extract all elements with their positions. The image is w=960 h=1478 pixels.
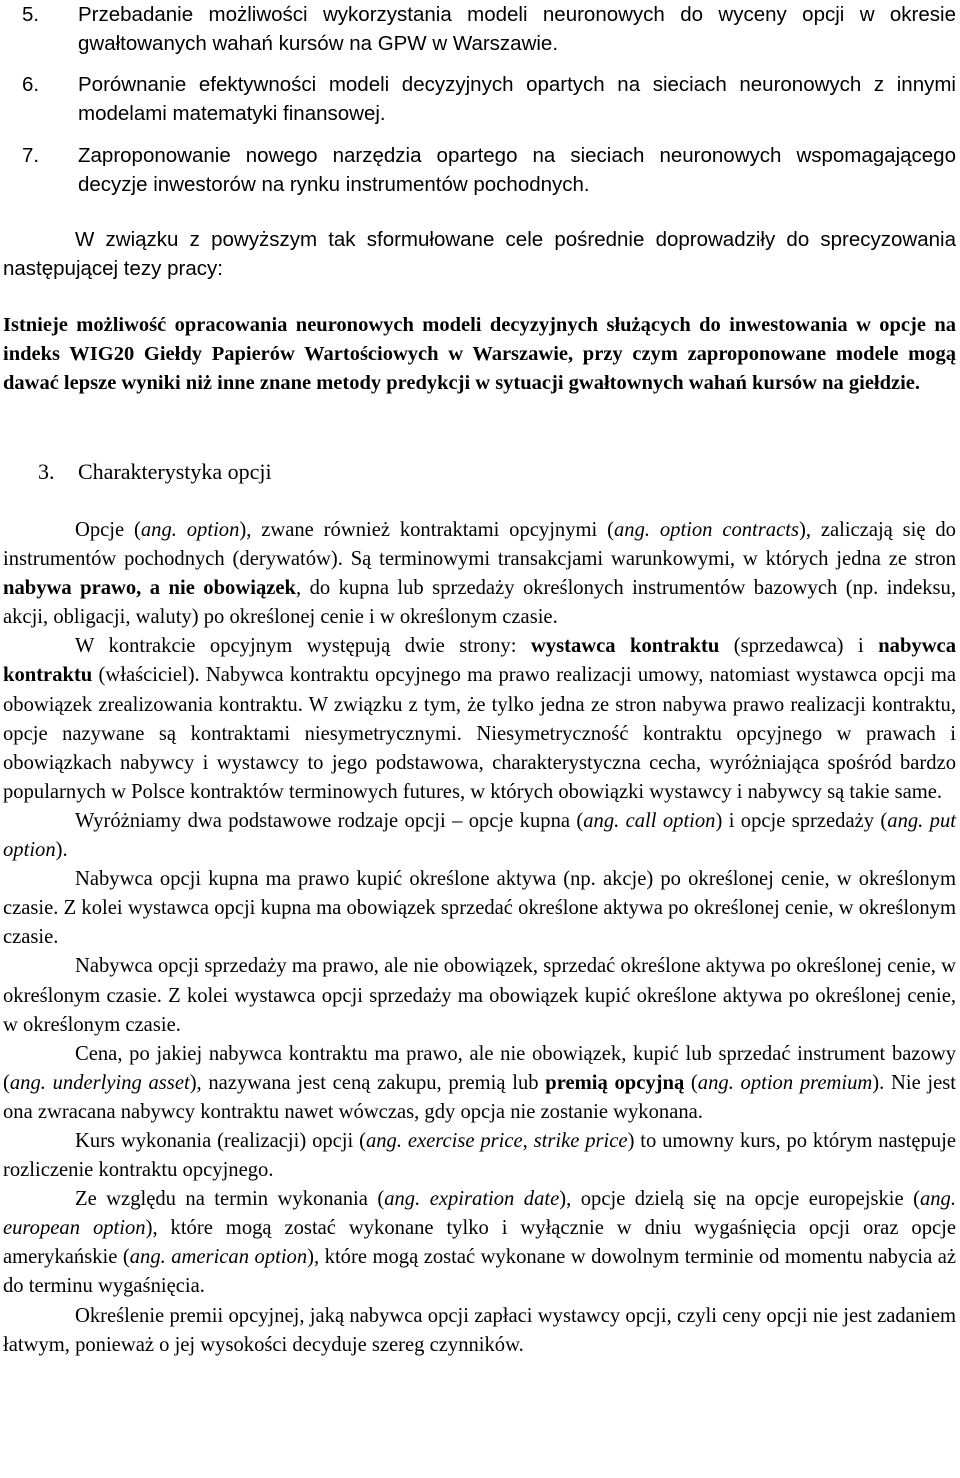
thesis-statement: Istnieje możliwość opracowania neuronowych modeli decyzyjnych służących do inwestowania w opcje na indeks WIG20 Giełdy Papierów Wartościowych w Warszawie, przy czym zaproponowane modele mogą dawać lepsze wyniki niż inne znane metody predykcji w sytuacji gwałtownych wahań kursów na giełdzie. — [3, 314, 956, 394]
italic-term: ang. call option — [583, 809, 716, 832]
italic-term: ang. option premium — [697, 1071, 873, 1094]
text-run: Kurs wykonania (realizacji) opcji ( — [75, 1129, 366, 1152]
text-run: Opcje ( — [75, 519, 141, 541]
body-paragraph — [3, 865, 956, 952]
text-run: W kontrakcie opcyjnym występują dwie strony: — [75, 635, 531, 658]
intro-paragraph: W związku z powyższym tak sformułowane cele pośrednie doprowadziły do sprecyzowania następującej tezy pracy: — [3, 228, 956, 280]
text-run: Nabywca opcji sprzedaży ma prawo, ale nie obowiązek, sprzedać określone aktywa po określonej cenie, w określonym czasie. Z kolei wystawca opcji sprzedaży ma obowiązek kupić określone aktywa po określonej cenie, w określonym czasie. — [3, 955, 956, 1036]
bold-term: nabywa prawo, a nie obowiązek — [3, 577, 296, 600]
body-paragraph — [3, 1127, 956, 1185]
italic-term: ang. option contracts — [613, 519, 799, 541]
section-number: 3. — [38, 459, 55, 484]
list-text: Porównanie efektywności modeli decyzyjnych opartych na sieciach neuronowych z innymi modelami matematyki finansowej. — [78, 73, 956, 125]
text-run: Nabywca opcji kupna ma prawo kupić określone aktywa (np. akcje) po określonej cenie, w określonym czasie. Z kolei wystawca opcji kupna ma obowiązek sprzedać określone aktywa po określonej cenie, w określonym czasie. — [3, 868, 956, 949]
text-run: ) i opcje sprzedaży ( — [715, 809, 888, 832]
section-title: Charakterystyka opcji — [78, 459, 272, 484]
italic-term: ang. put option — [3, 809, 956, 862]
italic-term: ang. underlying asset — [9, 1071, 190, 1094]
list-text: Zaproponowanie nowego narzędzia opartego na sieciach neuronowych wspomagającego decyzje inwestorów na rynku instrumentów pochodnych. — [78, 144, 956, 196]
body-paragraph — [3, 516, 956, 632]
bold-term: wystawca kontraktu — [530, 635, 720, 658]
list-number: 6. — [22, 73, 40, 96]
text-run: ) to umowny kurs, po którym następuje rozliczenie kontraktu opcyjnego. — [3, 1129, 956, 1182]
text-run: ), nazywana jest ceną zakupu, premią lub — [189, 1071, 546, 1094]
text-run: ), opcje dzielą się na opcje europejskie ( — [559, 1188, 920, 1211]
text-run: , do kupna lub sprzedaży określonych instrumentów bazowych (np. indeksu, akcji, obligacji, waluty) po określonej cenie i w określonym czasie. — [3, 577, 956, 629]
body-paragraph — [3, 807, 956, 865]
body-text — [3, 516, 956, 1360]
text-run: ). — [55, 839, 68, 862]
italic-term: ang. american option — [129, 1246, 308, 1269]
body-paragraph — [3, 952, 956, 1039]
text-run: (właściciel). Nabywca kontraktu opcyjnego ma prawo realizacji umowy, natomiast wystawca opcji ma obowiązek zrealizowania kontraktu. W związku z tym, że tylko jedna ze stron nabywa prawo realizacji kontraktu, opcje nazywane są kontraktami niesymetrycznymi. Niesymetryczność kontraktu opcyjnego w prawach i obowiązkach nabywcy i wystawcy to jego podstawowa, charakterystyczna cecha, wyróżniająca spośród bardzo popularnych w Polsce kontraktów terminowych futures, w których obowiązki wystawcy i nabywcy są takie same. — [3, 664, 956, 803]
body-paragraph — [3, 1185, 956, 1301]
text-run: ), które mogą zostać wykonane w dowolnym terminie od momentu nabycia aż do terminu wygaśnięcia. — [3, 1246, 956, 1298]
list-number: 5. — [22, 3, 40, 26]
list-text: Przebadanie możliwości wykorzystania modeli neuronowych do wyceny opcji w okresie gwałtowanych wahań kursów na GPW w Warszawie. — [78, 3, 956, 55]
body-paragraph — [3, 1040, 956, 1127]
body-paragraph — [3, 1302, 956, 1360]
bold-term: premią opcyjną — [545, 1071, 685, 1094]
list-number: 7. — [22, 144, 40, 167]
italic-term: ang. exercise price, strike price — [365, 1129, 628, 1152]
text-run: ). Nie jest ona zwracana nabywcy kontraktu nawet wówczas, gdy opcja nie zostanie wykonana. — [3, 1071, 957, 1123]
italic-term: ang. expiration date — [384, 1188, 560, 1211]
text-run: Ze względu na termin wykonania ( — [75, 1188, 385, 1211]
italic-term: ang. option — [140, 519, 240, 541]
text-run: ), zwane również kontraktami opcyjnymi ( — [239, 519, 614, 541]
bold-term: nabywca kontraktu — [3, 635, 956, 687]
text-run: ( — [684, 1071, 698, 1094]
body-paragraph — [3, 632, 956, 807]
text-run: ), zaliczają się do instrumentów pochodnych (derywatów). Są terminowymi transakcjami warunkowymi, w których jedna ze stron — [3, 519, 956, 571]
text-run: ), które mogą zostać wykonane tylko i wyłącznie w dniu wygaśnięcia opcji oraz opcje amerykańskie ( — [3, 1217, 956, 1269]
italic-term: ang. european option — [3, 1188, 956, 1240]
text-run: Wyróżniamy dwa podstawowe rodzaje opcji – opcje kupna ( — [75, 809, 584, 832]
text-run: (sprzedawca) i — [719, 635, 879, 658]
text-run: Cena, po jakiej nabywca kontraktu ma prawo, ale nie obowiązek, kupić lub sprzedać instrument bazowy ( — [3, 1042, 956, 1094]
text-run: Określenie premii opcyjnej, jaką nabywca opcji zapłaci wystawcy opcji, czyli ceny opcji nie jest zadaniem łatwym, ponieważ o jej wysokości decyduje szereg czynników. — [3, 1304, 956, 1356]
